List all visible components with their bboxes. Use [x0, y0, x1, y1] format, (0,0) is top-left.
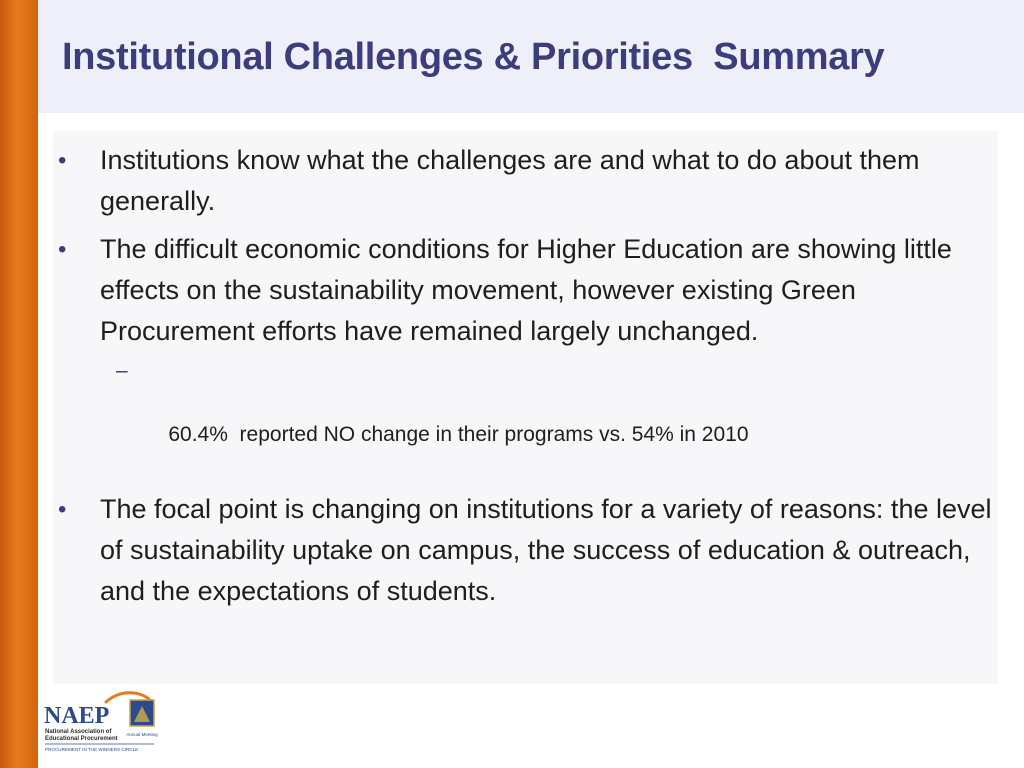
sub-bullet-text: 60.4% reported NO change in their programs vs. 54% in 2010 — [168, 423, 749, 446]
naep-logo — [44, 690, 166, 756]
bullet-text: Institutions know what the challenges are and what to do about them generally. — [100, 145, 920, 216]
left-accent-bar — [0, 0, 38, 768]
sub-bullet-item — [58, 355, 998, 483]
slide-title: Institutional Challenges & Priorities Summary — [62, 36, 885, 78]
logo-line1: National Association of — [45, 729, 112, 735]
logo-wordmark: NAEP — [44, 703, 110, 729]
bullet-dot-icon: • — [58, 236, 67, 263]
bullet-item — [58, 140, 998, 222]
bullet-list — [58, 140, 998, 619]
bullet-text: The focal point is changing on institutions for a variety of reasons: the level of sustainability uptake on campus, the success of education & outreach, and the expectations of students. — [100, 494, 992, 606]
bullet-item — [58, 489, 998, 612]
logo-tagline: PROCUREMENT IN THE WINNERS CIRCLE — [45, 747, 139, 752]
bullet-dot-icon: • — [58, 496, 67, 523]
logo-badge-text: Annual Meeting — [126, 732, 158, 737]
bullet-dot-icon: • — [58, 147, 67, 174]
logo-line2: Educational Procurement — [45, 736, 118, 742]
bullet-text: The difficult economic conditions for Higher Education are showing little effects on the sustainability movement, however existing Green Procurement efforts have remained largely unchanged. — [100, 234, 952, 346]
bullet-dash-icon: – — [116, 359, 128, 382]
bullet-item — [58, 229, 998, 352]
